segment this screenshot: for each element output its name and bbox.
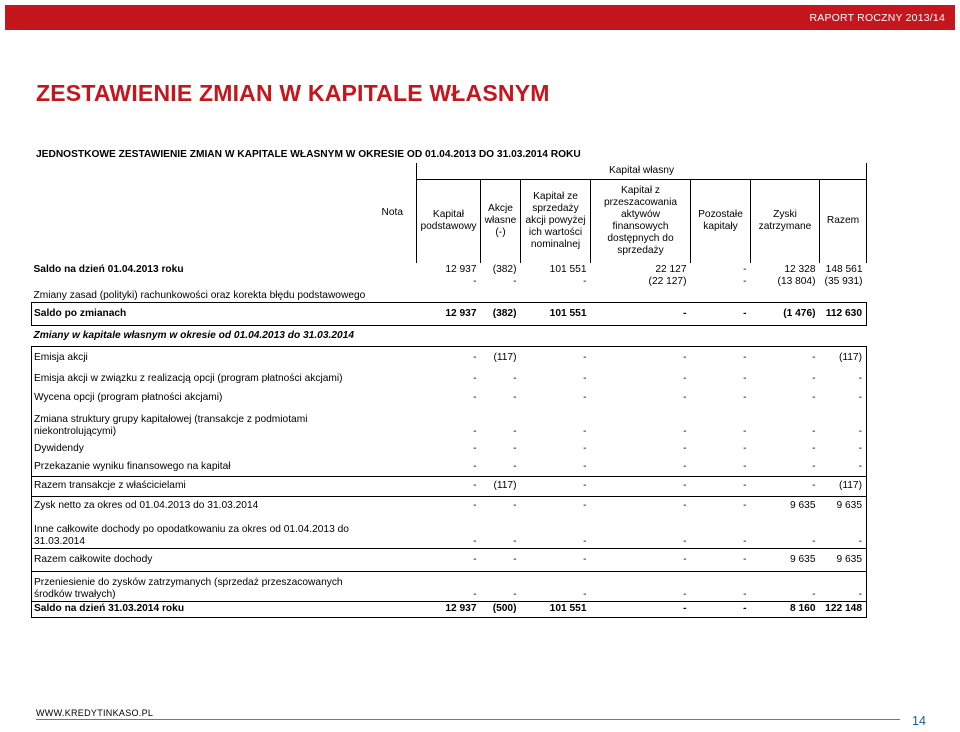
cell-value: - (820, 407, 867, 438)
footer-divider (36, 719, 900, 720)
cell-value: 122 148 (820, 601, 867, 617)
column-header-razem: Razem (820, 179, 867, 263)
table-row (32, 388, 867, 407)
cell-value: - (473, 372, 477, 384)
cell-value: - (521, 476, 591, 496)
cell-value: - (751, 476, 820, 496)
cell-value: - (591, 601, 691, 617)
statement-subtitle: JEDNOSTKOWE ZESTAWIENIE ZMIAN W KAPITALE WŁASNYM W OKRESIE OD 01.04.2013 DO 31.03.2014 ROKU (36, 149, 581, 160)
cell-value: (13 804) (777, 276, 816, 287)
table-row (32, 438, 867, 459)
cell-value: - (683, 461, 687, 473)
cell-value: 9 635 (790, 500, 816, 512)
cell-value: - (473, 500, 477, 512)
cell-value: 12 937 (417, 601, 481, 617)
cell-value: - (521, 548, 591, 571)
cell-value: - (683, 426, 687, 437)
table-row (32, 496, 867, 516)
column-header-kapital-podstawowy: Kapitał podstawowy (417, 179, 481, 263)
cell-value: - (691, 346, 751, 369)
column-header-pozostale-kapitaly: Pozostałe kapitały (691, 179, 751, 263)
cell-value: - (513, 535, 517, 547)
cell-value: - (743, 500, 747, 512)
cell-value: - (513, 588, 517, 600)
row-label: Saldo na dzień 01.04.2013 roku (33, 264, 184, 275)
cell-value: - (820, 459, 867, 476)
table-row (32, 346, 867, 369)
cell-value: - (812, 588, 816, 600)
column-header-akcje-wlasne: Akcje własne (-) (481, 179, 521, 263)
column-header-kapital-ze-sprzedazy: Kapitał ze sprzedaży akcji powyżej ich wartości nominalnej (521, 179, 591, 263)
cell-value: 12 937 (445, 264, 477, 275)
cell-value: - (473, 588, 477, 600)
cell-value: 9 635 (820, 548, 867, 571)
cell-value: - (473, 461, 477, 473)
cell-value: - (513, 500, 517, 512)
cell-value: - (417, 476, 481, 496)
table-row (32, 263, 867, 276)
cell-value: (382) (481, 302, 521, 325)
column-header-kapital-z-przeszacowania: Kapitał z przeszacowania aktywów finansowych dostępnych do sprzedaży (591, 179, 691, 263)
cell-value: - (583, 442, 587, 454)
cell-value: - (513, 442, 517, 454)
cell-value: - (583, 391, 587, 403)
cell-value: - (743, 426, 747, 437)
table-row (32, 407, 867, 438)
cell-value: 112 630 (820, 302, 867, 325)
cell-value: - (513, 276, 517, 287)
header-bar (5, 5, 955, 30)
cell-value: 101 551 (521, 601, 591, 617)
cell-value: - (691, 548, 751, 571)
cell-value: 8 160 (751, 601, 820, 617)
cell-value: - (583, 535, 587, 547)
cell-value: 148 561 (825, 264, 863, 275)
header-blank (32, 163, 381, 179)
cell-value: - (513, 372, 517, 384)
cell-value: - (473, 276, 477, 287)
table-row (32, 516, 867, 548)
cell-value: - (820, 438, 867, 459)
cell-value: - (743, 461, 747, 473)
row-label: Saldo na dzień 31.03.2014 roku (32, 601, 381, 617)
cell-value: - (473, 535, 477, 547)
row-label: Dywidendy (32, 438, 381, 459)
cell-value: - (583, 500, 587, 512)
cell-value: - (751, 346, 820, 369)
cell-value: - (591, 548, 691, 571)
row-label: Emisja akcji w związku z realizacją opcji (program płatności akcjami) (32, 369, 381, 388)
cell-value: 9 635 (820, 496, 867, 516)
cell-value: - (820, 369, 867, 388)
cell-value: - (583, 372, 587, 384)
group-header-kapital-wlasny: Kapitał własny (417, 163, 867, 179)
table-row (32, 302, 867, 325)
cell-value: - (417, 548, 481, 571)
table-row (32, 601, 867, 617)
row-label: Wycena opcji (program płatności akcjami) (32, 388, 381, 407)
table-row (32, 548, 867, 571)
cell-value: - (521, 346, 591, 369)
cell-value: - (683, 500, 687, 512)
cell-value: - (583, 461, 587, 473)
section-label: Zmiany w kapitale własnym w okresie od 01.04.2013 do 31.03.2014 (33, 329, 355, 341)
page-number: 14 (912, 714, 926, 728)
row-label: Zysk netto za okres od 01.04.2013 do 31.03.2014 (32, 496, 381, 516)
cell-value: - (812, 372, 816, 384)
cell-value: - (683, 588, 687, 600)
cell-value: - (513, 391, 517, 403)
cell-value: 12 328 (784, 264, 816, 275)
header-blank-2 (32, 179, 381, 263)
cell-value: - (691, 476, 751, 496)
cell-value: - (683, 372, 687, 384)
cell-value: - (583, 588, 587, 600)
cell-value: (382) (492, 264, 517, 275)
cell-value: - (743, 442, 747, 454)
cell-value: - (820, 571, 867, 601)
cell-value: (1 476) (751, 302, 820, 325)
column-header-zyski-zatrzymane: Zyski zatrzymane (751, 179, 820, 263)
cell-value: - (743, 588, 747, 600)
table-row (32, 571, 867, 601)
row-label: Przekazanie wyniku finansowego na kapitał (32, 459, 381, 476)
cell-value: - (591, 302, 691, 325)
cell-value: (117) (820, 346, 867, 369)
cell-value: - (691, 302, 751, 325)
cell-value: - (513, 461, 517, 473)
cell-value: - (583, 276, 587, 287)
row-label: Saldo po zmianach (32, 302, 381, 325)
column-header-nota: Nota (381, 207, 404, 218)
cell-value: 9 635 (751, 548, 820, 571)
cell-value: - (743, 372, 747, 384)
cell-value: 101 551 (549, 264, 587, 275)
cell-value: - (683, 391, 687, 403)
cell-value: (22 127) (648, 276, 687, 287)
row-label: Razem transakcje z właścicielami (32, 476, 381, 496)
cell-value: - (743, 391, 747, 403)
cell-value: - (473, 426, 477, 437)
cell-value: - (812, 535, 816, 547)
cell-value: - (820, 516, 867, 548)
row-label: Zmiana struktury grupy kapitałowej (transakcje z podmiotami niekontrolującymi) (32, 407, 381, 438)
section-header-row (32, 325, 867, 346)
cell-value: - (683, 442, 687, 454)
footer-url: WWW.KREDYTINKASO.PL (36, 708, 154, 718)
cell-value: - (591, 476, 691, 496)
cell-value: - (743, 264, 747, 275)
report-label: RAPORT ROCZNY 2013/14 (809, 12, 945, 24)
cell-value: 12 937 (417, 302, 481, 325)
cell-value: - (691, 601, 751, 617)
cell-value: - (513, 426, 517, 437)
cell-value: - (743, 276, 747, 287)
table-row (32, 276, 867, 302)
table-row (32, 459, 867, 476)
row-label: Razem całkowite dochody (32, 548, 381, 571)
cell-value: - (583, 426, 587, 437)
equity-changes-table (31, 163, 867, 618)
cell-value: - (481, 548, 521, 571)
cell-value: (117) (820, 476, 867, 496)
cell-value: - (591, 346, 691, 369)
cell-value: - (473, 391, 477, 403)
page-title: ZESTAWIENIE ZMIAN W KAPITALE WŁASNYM (36, 80, 550, 106)
cell-value: - (417, 346, 481, 369)
cell-value: (500) (481, 601, 521, 617)
table-row (32, 476, 867, 496)
cell-value: - (683, 535, 687, 547)
cell-value: (117) (481, 346, 521, 369)
cell-value: 101 551 (521, 302, 591, 325)
cell-value: (35 931) (824, 276, 863, 287)
cell-value: (117) (481, 476, 521, 496)
cell-value: - (473, 442, 477, 454)
row-label: Przeniesienie do zysków zatrzymanych (sprzedaż przeszacowanych środków trwałych) (32, 571, 381, 601)
cell-value: - (812, 391, 816, 403)
cell-value: - (812, 461, 816, 473)
cell-value: - (820, 388, 867, 407)
row-label: Zmiany zasad (polityki) rachunkowości oraz korekta błędu podstawowego (33, 289, 366, 301)
cell-value: - (743, 535, 747, 547)
cell-value: - (812, 442, 816, 454)
cell-value: - (812, 426, 816, 437)
cell-value: 22 127 (655, 264, 687, 275)
row-label: Inne całkowite dochody po opodatkowaniu za okres od 01.04.2013 do 31.03.2014 (32, 516, 381, 548)
row-label: Emisja akcji (32, 346, 381, 369)
table-row (32, 369, 867, 388)
